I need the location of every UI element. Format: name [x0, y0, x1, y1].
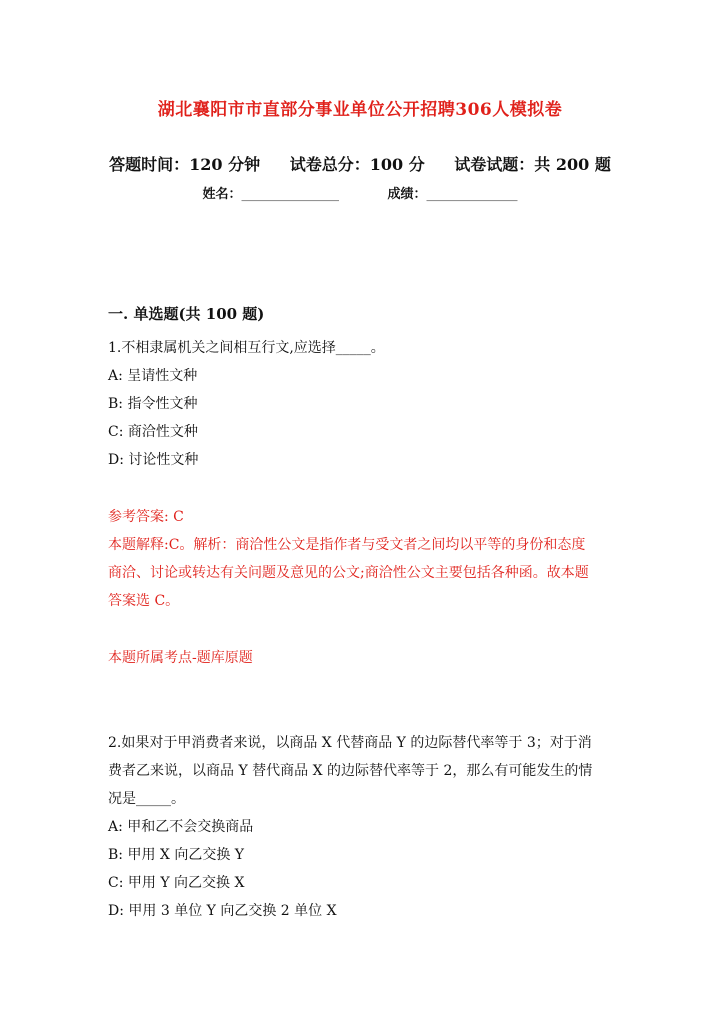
grade-blank: ______________ [426, 187, 518, 202]
exam-total-score: 试卷总分：100 分 [289, 155, 425, 174]
grade-field [388, 183, 518, 202]
q1-explanation-line-3: 答案选 C。 [108, 593, 180, 609]
q2-stem-line-3: 况是_____。 [108, 791, 185, 807]
grade-label: 成绩： [387, 187, 427, 202]
q1-explanation-line-2: 商洽、讨论或转达有关问题及意见的公文;商洽性公文主要包括各种函。故本题 [108, 565, 589, 581]
q1-source: 本题所属考点-题库原题 [108, 650, 253, 666]
name-label: 姓名： [202, 187, 242, 202]
q1-option-a: A: 呈请性文种 [108, 368, 198, 384]
name-blank: _______________ [241, 187, 339, 202]
exam-time: 答题时间：120 分钟 [109, 155, 261, 174]
q2-option-b: B: 甲用 X 向乙交换 Y [108, 847, 245, 863]
q1-option-d: D: 讨论性文种 [108, 452, 199, 468]
q1-option-b: B: 指令性文种 [108, 396, 198, 412]
q1-answer: 参考答案: C [108, 509, 184, 525]
q2-option-c: C: 甲用 Y 向乙交换 X [108, 875, 245, 891]
q2-stem-line-1: 2.如果对于甲消费者来说，以商品 X 代替商品 Y 的边际替代率等于 3；对于消 [108, 735, 592, 751]
q1-explanation-line-1: 本题解释:C。解析：商洽性公文是指作者与受文者之间均以平等的身份和态度 [108, 537, 586, 553]
q1-stem: 1.不相隶属机关之间相互行文,应选择_____。 [108, 340, 385, 356]
section-title: 一. 单选题(共 100 题) [108, 305, 265, 323]
q2-option-d: D: 甲用 3 单位 Y 向乙交换 2 单位 X [108, 903, 337, 919]
page-title: 湖北襄阳市市直部分事业单位公开招聘306人模拟卷 [157, 100, 563, 120]
q2-stem-line-2: 费者乙来说，以商品 Y 替代商品 X 的边际替代率等于 2，那么有可能发生的情 [108, 763, 593, 779]
q2-option-a: A: 甲和乙不会交换商品 [108, 819, 254, 835]
candidate-fields [0, 183, 720, 202]
name-field [202, 183, 339, 202]
exam-question-count: 试卷试题：共 200 题 [454, 155, 611, 174]
exam-meta [0, 152, 720, 175]
q1-option-c: C: 商洽性文种 [108, 424, 198, 440]
